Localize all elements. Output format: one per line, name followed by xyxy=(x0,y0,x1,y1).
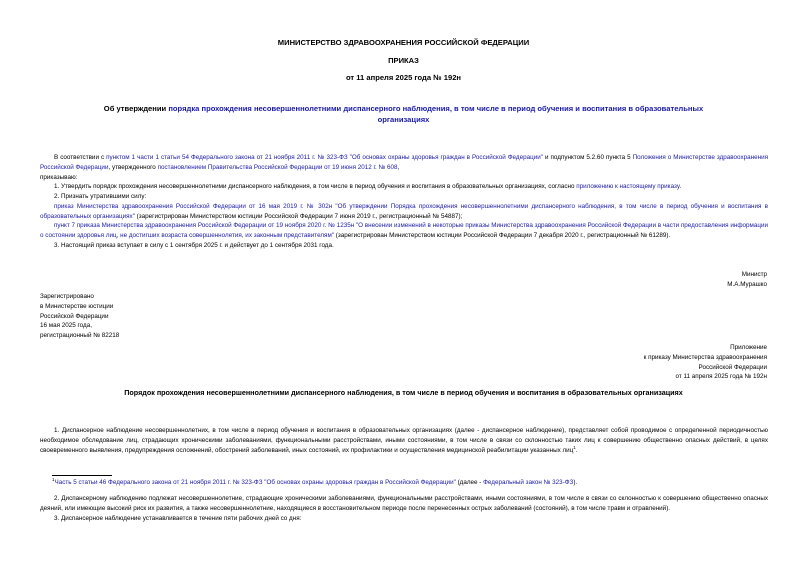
doc-type: ПРИКАЗ xyxy=(388,56,419,65)
procedure-title: Порядок прохождения несовершеннолетними диспансерного наблюдения, в том числе в период обучения и воспитания в образовательных организациях xyxy=(124,388,683,397)
footnote-divider xyxy=(52,475,112,476)
registration-line-1: Зарегистрировано xyxy=(40,293,94,300)
signature-block xyxy=(727,270,767,290)
footnote-short-link[interactable]: Федеральный закон № 323-ФЗ xyxy=(483,479,574,486)
item-3: 3. Настоящий приказ вступает в силу с 1 сентября 2025 г. и действует до 1 сентября 2031 года. xyxy=(54,241,334,249)
signature-role: Министр xyxy=(741,271,767,278)
appendix-block xyxy=(644,343,767,382)
footnote xyxy=(52,478,768,488)
item-2b xyxy=(40,221,768,241)
registration-line-5: регистрационный № 82218 xyxy=(40,332,120,339)
decree-link[interactable]: постановлением Правительства Российской Федерации от 19 июня 2012 г. № 608 xyxy=(157,163,398,171)
paragraph-1-text xyxy=(40,426,768,455)
paragraph-3: 3. Диспансерное наблюдение устанавливается в течение пяти рабочих дней со дня: xyxy=(54,514,302,522)
order-verb: приказываю: xyxy=(40,173,78,181)
preamble-text-1: В соответствии с xyxy=(54,154,107,161)
preamble xyxy=(40,153,768,173)
appendix-line-2: к приказу Министерства здравоохранения xyxy=(643,353,767,361)
preamble-text-4: , xyxy=(397,163,400,171)
item-2: 2. Признать утратившими силу: xyxy=(54,193,147,200)
p1-text: 1. Диспансерное наблюдение несовершеннолетних, в том числе в период обучения и воспитания в образовательных организациях (далее - диспансерное наблюдение), представляет собой проводимое с определенной периодичностью необходимое обследование лиц, страдающих хроническими заболеваниями, функциональными расстройствами, иными состояниями, в том числе в связи со склонностью таких лиц к совершению общественно опасных действий, в целях своевременного выявления, предупреждения осложнений, обострений заболеваний, иных состояний, их профилактики и осуществления медицинской реабилитации указанных лиц xyxy=(40,427,768,454)
appendix-line-3: Российской Федерации xyxy=(698,363,767,371)
registration-line-4: 16 мая 2025 года, xyxy=(40,322,92,330)
preamble-text-2: и подпунктом 5.2.60 пункта 5 xyxy=(542,154,633,161)
appendix-line-1: Приложение xyxy=(730,344,767,351)
footnote-mark: 1 xyxy=(52,476,55,482)
ministry-heading: МИНИСТЕРСТВО ЗДРАВООХРАНЕНИЯ РОССИЙСКОЙ ФЕДЕРАЦИИ xyxy=(277,38,530,47)
footnote-end: ). xyxy=(573,479,578,486)
footnote-text: (далее - xyxy=(455,479,484,486)
regulation-link[interactable]: Положения о Министерстве здравоохранения Российской Федерации xyxy=(40,154,769,171)
law-link[interactable]: пунктом 1 части 1 статьи 54 Федерального закона от 21 ноября 2011 г. № 323-ФЗ "Об основах охраны здоровья граждан в Российской Федерации" xyxy=(106,154,543,161)
signature-name: М.А.Мурашко xyxy=(727,280,767,288)
item-1 xyxy=(40,182,768,192)
appendix-link[interactable]: приложению к настоящему приказу xyxy=(576,183,680,191)
item-2a xyxy=(40,202,768,222)
item-2b-text: (зарегистрирован Министерством юстиции Российской Федерации 7 декабря 2020 г., регистрационный № 61289). xyxy=(334,232,671,239)
registration-line-2: в Министерстве юстиции xyxy=(40,302,114,310)
appendix-line-4: от 11 апреля 2025 года № 192н xyxy=(675,373,767,381)
p1-end: . xyxy=(575,446,578,454)
item-2a-text: (зарегистрирован Министерством юстиции Российской Федерации 7 июня 2019 г., регистрационный № 54887); xyxy=(134,212,463,220)
registration-line-3: Российской Федерации xyxy=(40,312,109,320)
paragraph-2-3 xyxy=(40,494,768,523)
doc-date-number: от 11 апреля 2025 года № 192н xyxy=(345,73,462,82)
preamble-block xyxy=(40,153,768,251)
footnote-law-link[interactable]: Часть 5 статьи 46 Федерального закона от 21 ноября 2011 г. № 323-ФЗ "Об основах охраны здоровья граждан в Российской Федерации" xyxy=(54,479,456,486)
registration-block xyxy=(40,292,119,341)
order-title xyxy=(90,103,717,125)
item-1-text: 1. Утвердить порядок прохождения несовершеннолетними диспансерного наблюдения, в том числе в период обучения и воспитания в образовательных организациях, согласно xyxy=(54,183,577,191)
order-302n-link[interactable]: приказ Министерства здравоохранения Российской Федерации от 16 мая 2019 г. № 302н "Об утверждении Порядка прохождения несовершеннолетними диспансерного наблюдения, в том числе в период обучения и воспитания в образовательных организациях" xyxy=(40,202,768,220)
title-prefix: Об утверждении xyxy=(103,104,169,113)
order-1235n-link[interactable]: пункт 7 приказа Министерства здравоохранения Российской Федерации от 19 ноября 2020 г. № 1235н "О внесении изменений в некоторые приказы Министерства здравоохранения Российской Федерации в части предоставления информации о состоянии здоровья лиц, не достигших возраста совершеннолетия, их законным представителям" xyxy=(40,222,768,239)
item-1-end: . xyxy=(679,183,682,191)
title-link[interactable]: порядка прохождения несовершеннолетними диспансерного наблюдения, в том числе в период обучения и воспитания в образовательных организациях xyxy=(168,104,704,124)
paragraph-2: 2. Диспансерному наблюдению подлежат несовершеннолетние, страдающие хроническими заболеваниями, функциональными расстройствами, иными состояниями, в том числе в связи со склонностью к совершению общественно опасных деяний, или имеющие высокий риск их развития, а также несовершеннолетние, находящиеся в восстановительном периоде после перенесенных острых заболеваний (состояний), в том числе травм и отравлений). xyxy=(40,495,768,512)
paragraph-1 xyxy=(40,426,768,455)
preamble-text-3: , утвержденного xyxy=(108,163,158,171)
footnote-ref[interactable]: 1 xyxy=(573,444,576,450)
